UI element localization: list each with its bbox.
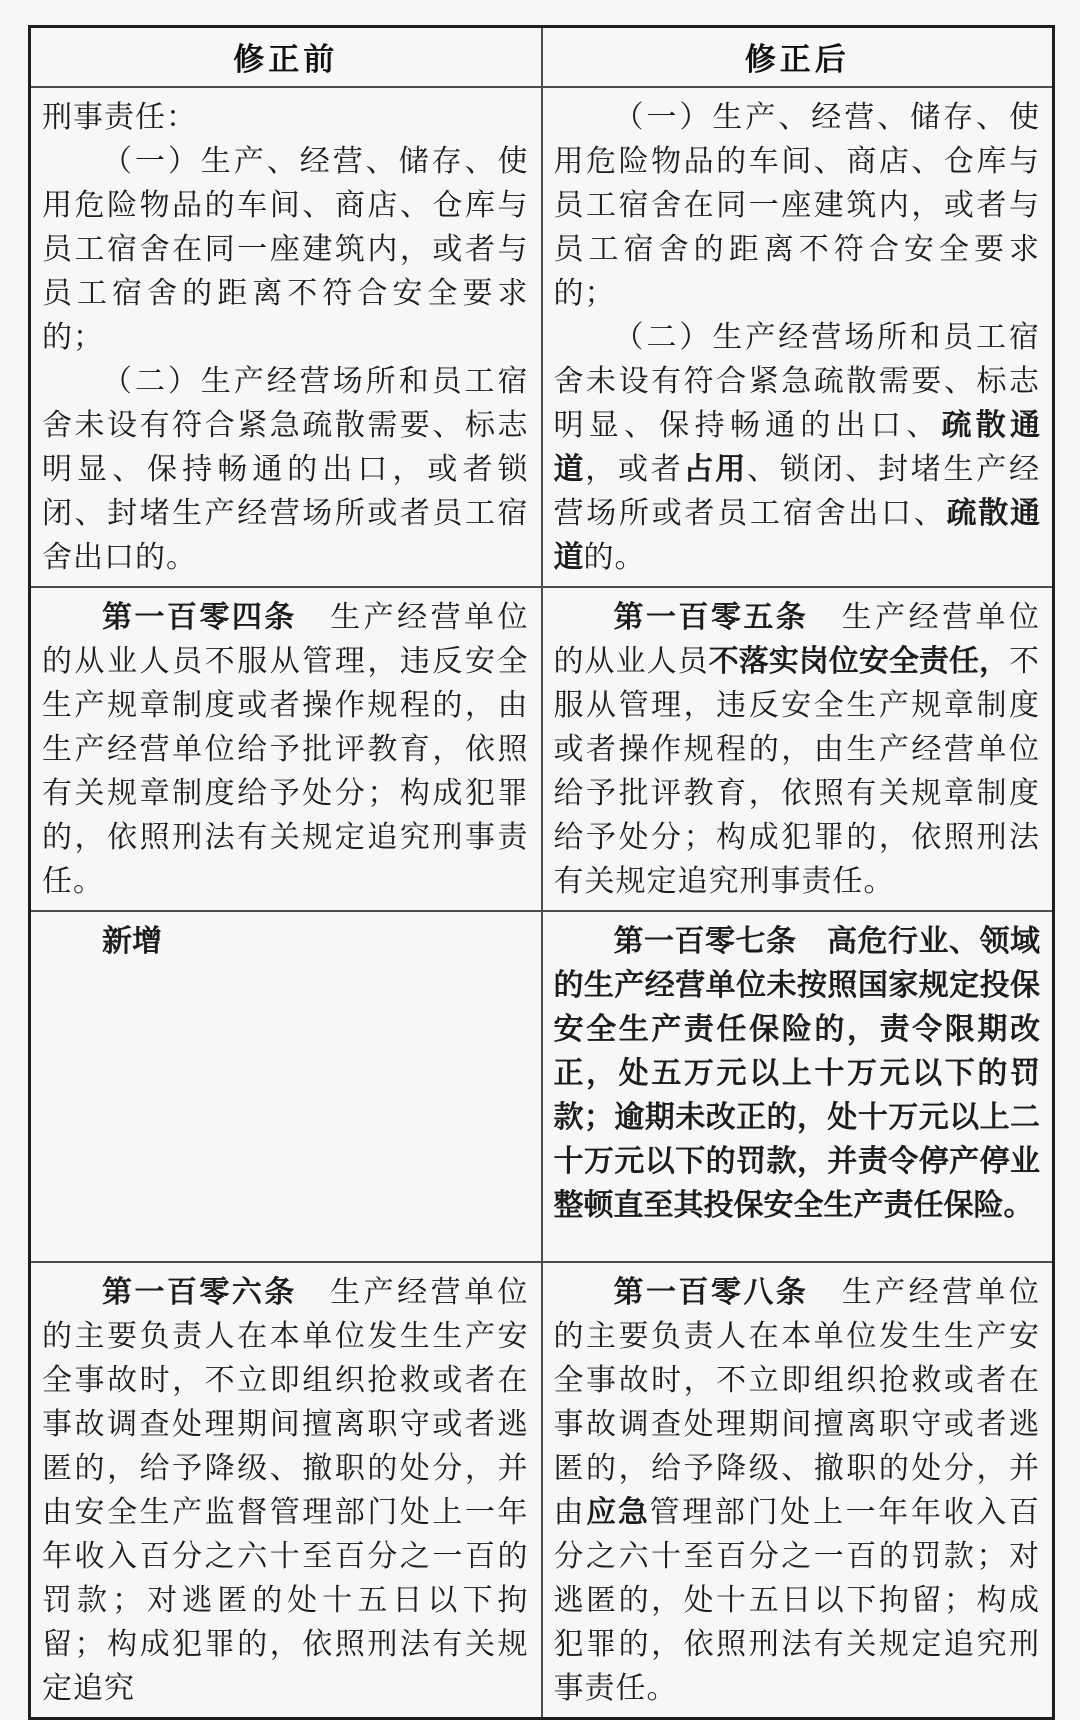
body-text: （二）生产经营场所和员工宿舍未设有符合紧急疏散需要、标志明显、保持畅通的出口，或者锁闭、封堵生产经营场所或者员工宿舍出口的。 bbox=[42, 364, 529, 574]
emphasized-text bbox=[797, 925, 828, 958]
body-text: 、锁闭、封堵生产经营场所或者员工宿舍出口、 bbox=[553, 452, 1040, 530]
comparison-table-wrap bbox=[28, 25, 1055, 1720]
emphasized-text: 新增 bbox=[102, 924, 162, 958]
row-new-article-107 bbox=[30, 911, 1054, 1262]
body-text: ，或者 bbox=[585, 452, 684, 486]
row-article-104-105-after-cell bbox=[542, 587, 1054, 911]
paragraph bbox=[554, 316, 1041, 580]
emphasized-text: 应急 bbox=[586, 1495, 650, 1529]
paragraph bbox=[554, 1271, 1041, 1711]
paragraph bbox=[554, 920, 1041, 1228]
paragraph bbox=[554, 96, 1041, 316]
paragraph bbox=[42, 1271, 529, 1711]
emphasized-text: 占用 bbox=[683, 452, 747, 486]
row-criminal-liability-items bbox=[30, 87, 1054, 587]
paragraph bbox=[42, 596, 529, 904]
paragraph bbox=[42, 920, 529, 964]
body-text: 生产经营单位的主要负责人在本单位发生生产安全事故时，不立即组织抢救或者在事故调查处理期间擅离职守或者逃匿的，给予降级、撤职的处分，并由 bbox=[553, 1275, 1040, 1529]
header-before: 修正前 bbox=[30, 27, 542, 87]
paragraph bbox=[42, 96, 529, 140]
emphasized-text: 疏散通道 bbox=[553, 408, 1041, 486]
row-new-article-107-after-cell bbox=[542, 911, 1054, 1262]
emphasized-text: 第一百零六条 bbox=[102, 1275, 297, 1309]
row-criminal-liability-items-after-cell bbox=[542, 87, 1054, 587]
body-text: 生产经营单位的从业人员 bbox=[553, 600, 1040, 678]
body-text: 的。 bbox=[583, 540, 646, 574]
body-text: （一）生产、经营、储存、使用危险物品的车间、商店、仓库与员工宿舍在同一座建筑内，或者与员工宿舍的距离不符合安全要求的； bbox=[553, 100, 1040, 310]
emphasized-text: 第一百零五条 bbox=[613, 600, 809, 634]
emphasized-text: 第一百零四条 bbox=[102, 600, 297, 634]
header-after: 修正后 bbox=[542, 27, 1054, 87]
row-article-106-108-before-cell bbox=[30, 1262, 542, 1719]
paragraph bbox=[554, 596, 1041, 904]
table-header bbox=[30, 27, 1054, 87]
table-body bbox=[30, 87, 1054, 1719]
body-text: 管理部门处上一年年收入百分之六十至百分之一百的罚款；对逃匿的，处十五日以下拘留；构成犯罪的，依照刑法有关规定追究刑事责任。 bbox=[553, 1495, 1041, 1705]
emphasized-text: 疏散通道 bbox=[553, 496, 1040, 574]
emphasized-text: 不落实岗位安全责任， bbox=[708, 644, 1010, 678]
emphasized-text: 第一百零七条 bbox=[613, 924, 797, 958]
row-article-106-108-after-cell bbox=[542, 1262, 1054, 1719]
emphasized-text: 第一百零八条 bbox=[613, 1275, 809, 1309]
row-article-104-105 bbox=[30, 587, 1054, 911]
amendment-comparison-table bbox=[28, 25, 1055, 1720]
body-text: （一）生产、经营、储存、使用危险物品的车间、商店、仓库与员工宿舍在同一座建筑内，或者与员工宿舍的距离不符合安全要求的； bbox=[42, 144, 529, 354]
header-row bbox=[30, 27, 1054, 87]
body-text: 生产经营单位的从业人员不服从管理，违反安全生产规章制度或者操作规程的，由生产经营单位给予批评教育，依照有关规章制度给予处分；构成犯罪的，依照刑法有关规定追究刑事责任。 bbox=[42, 600, 529, 898]
body-text: （二）生产经营场所和员工宿舍未设有符合紧急疏散需要、标志明显、保持畅通的出口、 bbox=[553, 320, 1040, 442]
emphasized-text: 高危行业、领域的生产经营单位未按照国家规定投保安全生产责任保险的，责令限期改正，处五万元以上十万元以下的罚款；逾期未改正的，处十万元以上二十万元以下的罚款，并责令停产停业整顿直至其投保安全生产责任保险。 bbox=[553, 924, 1040, 1222]
row-new-article-107-before-cell bbox=[30, 911, 542, 1262]
row-article-106-108 bbox=[30, 1262, 1054, 1719]
paragraph bbox=[42, 360, 529, 580]
row-criminal-liability-items-before-cell bbox=[30, 87, 542, 587]
row-article-104-105-before-cell bbox=[30, 587, 542, 911]
body-text: 刑事责任： bbox=[42, 100, 197, 134]
paragraph bbox=[42, 140, 529, 360]
body-text: 不服从管理，违反安全生产规章制度或者操作规程的，由生产经营单位给予批评教育，依照有关规章制度给予处分；构成犯罪的，依照刑法有关规定追究刑事责任。 bbox=[553, 644, 1041, 898]
body-text: 生产经营单位的主要负责人在本单位发生生产安全事故时，不立即组织抢救或者在事故调查处理期间擅离职守或者逃匿的，给予降级、撤职的处分，并由安全生产监督管理部门处上一年年收入百分之六十至百分之一百的罚款；对逃匿的处十五日以下拘留；构成犯罪的，依照刑法有关规定追究 bbox=[42, 1275, 529, 1705]
